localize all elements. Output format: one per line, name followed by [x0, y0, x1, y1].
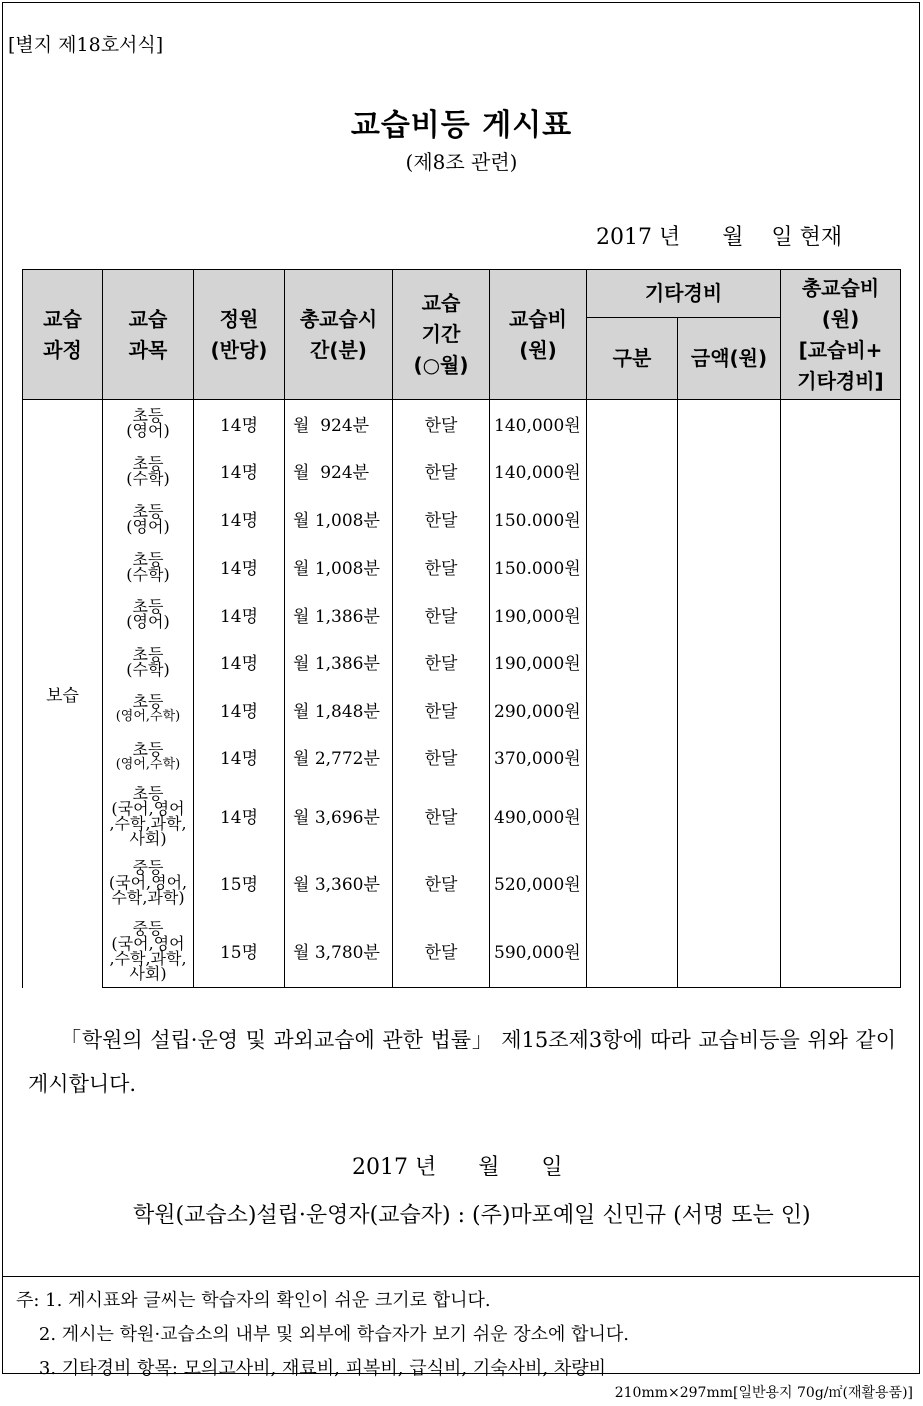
fee-cell: 140,000원	[490, 447, 587, 495]
document-subtitle: (제8조 관련)	[405, 150, 518, 174]
other-amount-cell	[678, 686, 781, 733]
subject-line: 중등	[132, 858, 164, 877]
subject-line: 중등	[132, 918, 164, 938]
subject-line: 초등	[132, 406, 164, 426]
other-amount-cell	[678, 591, 781, 638]
operator-line: 학원(교습소)설립·운영자(교습자) : (주)마포예일 신민규 (서명 또는 인)	[133, 1203, 811, 1228]
header-capacity: 정원 (반당)	[194, 270, 285, 400]
fee-table	[22, 269, 901, 988]
capacity-cell: 14명	[194, 686, 285, 733]
subject-cell	[103, 591, 194, 638]
notes	[16, 1284, 629, 1386]
capacity-cell: 15명	[194, 915, 285, 988]
period-cell: 한달	[393, 400, 490, 447]
table-row	[23, 447, 901, 495]
total-fee-cell	[781, 447, 901, 495]
header-other-amount: 금액(원)	[678, 318, 781, 400]
other-amount-cell	[678, 733, 781, 781]
other-type-cell	[587, 638, 678, 686]
fee-cell: 190,000원	[490, 591, 587, 638]
table-row	[23, 495, 901, 543]
time-cell: 월 1,008분	[285, 495, 393, 543]
subject-line: 초등	[132, 644, 164, 664]
form-number: [별지 제18호서식]	[8, 34, 164, 56]
subject-cell	[103, 447, 194, 495]
other-amount-cell	[678, 915, 781, 988]
other-amount-cell	[678, 638, 781, 686]
capacity-cell: 14명	[194, 733, 285, 781]
subject-line: (영어,수학)	[115, 709, 181, 724]
total-fee-cell	[781, 781, 901, 851]
time-cell: 월 2,772분	[285, 733, 393, 781]
subject-cell	[103, 638, 194, 686]
period-cell: 한달	[393, 915, 490, 988]
time-cell: 월 3,696분	[285, 781, 393, 851]
fee-cell: 590,000원	[490, 915, 587, 988]
subject-line: 사회)	[129, 828, 167, 848]
time-cell: 월 924분	[285, 400, 393, 447]
other-type-cell	[587, 851, 678, 915]
paper-spec: 210mm×297mm[일반용지 70g/㎡(재활용품)]	[614, 1385, 913, 1401]
capacity-cell: 14명	[194, 781, 285, 851]
fee-cell: 290,000원	[490, 686, 587, 733]
header-fee: 교습비 (원)	[490, 270, 587, 400]
capacity-cell: 14명	[194, 638, 285, 686]
document-title: 교습비등 게시표	[350, 108, 573, 143]
other-type-cell	[587, 400, 678, 447]
fee-cell: 150.000원	[490, 495, 587, 543]
time-cell: 월 3,360분	[285, 851, 393, 915]
statement: 「학원의 설립·운영 및 과외교습에 관한 법률」 제15조제3항에 따라 교습비등을 위와 같이 게시합니다.	[28, 1028, 896, 1096]
capacity-cell: 14명	[194, 447, 285, 495]
period-cell: 한달	[393, 543, 490, 591]
subject-line: (수학)	[126, 564, 170, 584]
header-other-expenses: 기타경비	[587, 270, 781, 318]
header-other-type: 구분	[587, 318, 678, 400]
total-fee-cell	[781, 591, 901, 638]
time-cell: 월 1,008분	[285, 543, 393, 591]
subject-line: (수학)	[126, 659, 170, 679]
note-1: 주: 1. 게시표와 글씨는 학습자의 확인이 쉬운 크기로 합니다.	[16, 1290, 491, 1311]
total-fee-cell	[781, 686, 901, 733]
subject-line: 초등	[132, 739, 164, 759]
subject-cell	[103, 400, 194, 447]
subject-line: (국어,영어,	[108, 873, 188, 892]
subject-cell	[103, 495, 194, 543]
other-amount-cell	[678, 447, 781, 495]
subject-line: (국어,영어	[111, 933, 185, 953]
header-total-fee: 총교습비 (원) [교습비+ 기타경비]	[781, 270, 901, 400]
other-type-cell	[587, 495, 678, 543]
subject-line: 수학,과학)	[111, 888, 185, 907]
time-cell: 월 1,386분	[285, 638, 393, 686]
fee-cell: 140,000원	[490, 400, 587, 447]
subject-line: (영어)	[126, 421, 170, 441]
period-cell: 한달	[393, 638, 490, 686]
subject-line: ,수학,과학,	[109, 813, 187, 833]
other-amount-cell	[678, 781, 781, 851]
subject-line: (영어,수학)	[115, 756, 181, 772]
fee-cell: 150.000원	[490, 543, 587, 591]
subject-line: (영어)	[126, 516, 170, 536]
period-cell: 한달	[393, 447, 490, 495]
subject-line: 초등	[132, 453, 164, 473]
total-fee-cell	[781, 915, 901, 988]
table-row	[23, 733, 901, 781]
total-fee-cell	[781, 543, 901, 591]
subject-cell	[103, 733, 194, 781]
capacity-cell: 14명	[194, 400, 285, 447]
time-cell: 월 1,848분	[285, 686, 393, 733]
table-row	[23, 591, 901, 638]
total-fee-cell	[781, 851, 901, 915]
other-amount-cell	[678, 851, 781, 915]
capacity-cell: 14명	[194, 591, 285, 638]
total-fee-cell	[781, 400, 901, 447]
other-type-cell	[587, 781, 678, 851]
other-type-cell	[587, 686, 678, 733]
subject-line: 초등	[132, 549, 164, 569]
table-row	[23, 851, 901, 915]
table-row	[23, 638, 901, 686]
subject-line: 사회)	[129, 963, 167, 983]
header-total-time: 총교습시 간(분)	[285, 270, 393, 400]
subject-line: 초등	[132, 501, 164, 521]
subject-line: (영어)	[126, 612, 170, 631]
fee-cell: 520,000원	[490, 851, 587, 915]
other-type-cell	[587, 447, 678, 495]
header-subject: 교습 과목	[103, 270, 194, 400]
period-cell: 한달	[393, 591, 490, 638]
period-cell: 한달	[393, 686, 490, 733]
note-3: 3. 기타경비 항목: 모의고사비, 재료비, 피복비, 급식비, 기숙사비, 차량비	[16, 1358, 606, 1379]
total-fee-cell	[781, 495, 901, 543]
capacity-cell: 14명	[194, 543, 285, 591]
total-fee-cell	[781, 638, 901, 686]
other-type-cell	[587, 591, 678, 638]
other-amount-cell	[678, 495, 781, 543]
subject-cell	[103, 543, 194, 591]
subject-line: ,수학,과학,	[109, 948, 187, 968]
fee-cell: 490,000원	[490, 781, 587, 851]
header-period: 교습 기간 (○월)	[393, 270, 490, 400]
other-amount-cell	[678, 400, 781, 447]
period-cell: 한달	[393, 733, 490, 781]
other-amount-cell	[678, 543, 781, 591]
table-row	[23, 781, 901, 851]
subject-line: 초등	[132, 692, 164, 711]
table-row	[23, 400, 901, 447]
signature-date: 2017 년 월 일	[352, 1155, 563, 1180]
course-cell: 보습	[23, 400, 103, 988]
table-row	[23, 543, 901, 591]
period-cell: 한달	[393, 781, 490, 851]
table-row	[23, 686, 901, 733]
time-cell: 월 924분	[285, 447, 393, 495]
period-cell: 한달	[393, 851, 490, 915]
subject-cell	[103, 781, 194, 851]
capacity-cell: 15명	[194, 851, 285, 915]
period-cell: 한달	[393, 495, 490, 543]
other-type-cell	[587, 543, 678, 591]
subject-cell	[103, 686, 194, 733]
subject-line: 초등	[132, 783, 164, 803]
subject-line: 초등	[132, 597, 164, 616]
capacity-cell: 14명	[194, 495, 285, 543]
other-type-cell	[587, 733, 678, 781]
fee-cell: 370,000원	[490, 733, 587, 781]
subject-cell	[103, 851, 194, 915]
notes-divider	[2, 1276, 920, 1277]
table-row	[23, 915, 901, 988]
time-cell: 월 3,780분	[285, 915, 393, 988]
subject-cell	[103, 915, 194, 988]
subject-line: (국어,영어	[111, 798, 185, 818]
as-of-date: 2017 년 월 일 현재	[596, 225, 843, 250]
subject-line: (수학)	[126, 468, 170, 488]
other-type-cell	[587, 915, 678, 988]
note-2: 2. 게시는 학원·교습소의 내부 및 외부에 학습자가 보기 쉬운 장소에 합니다.	[16, 1324, 629, 1345]
time-cell: 월 1,386분	[285, 591, 393, 638]
fee-cell: 190,000원	[490, 638, 587, 686]
total-fee-cell	[781, 733, 901, 781]
header-course: 교습 과정	[23, 270, 103, 400]
